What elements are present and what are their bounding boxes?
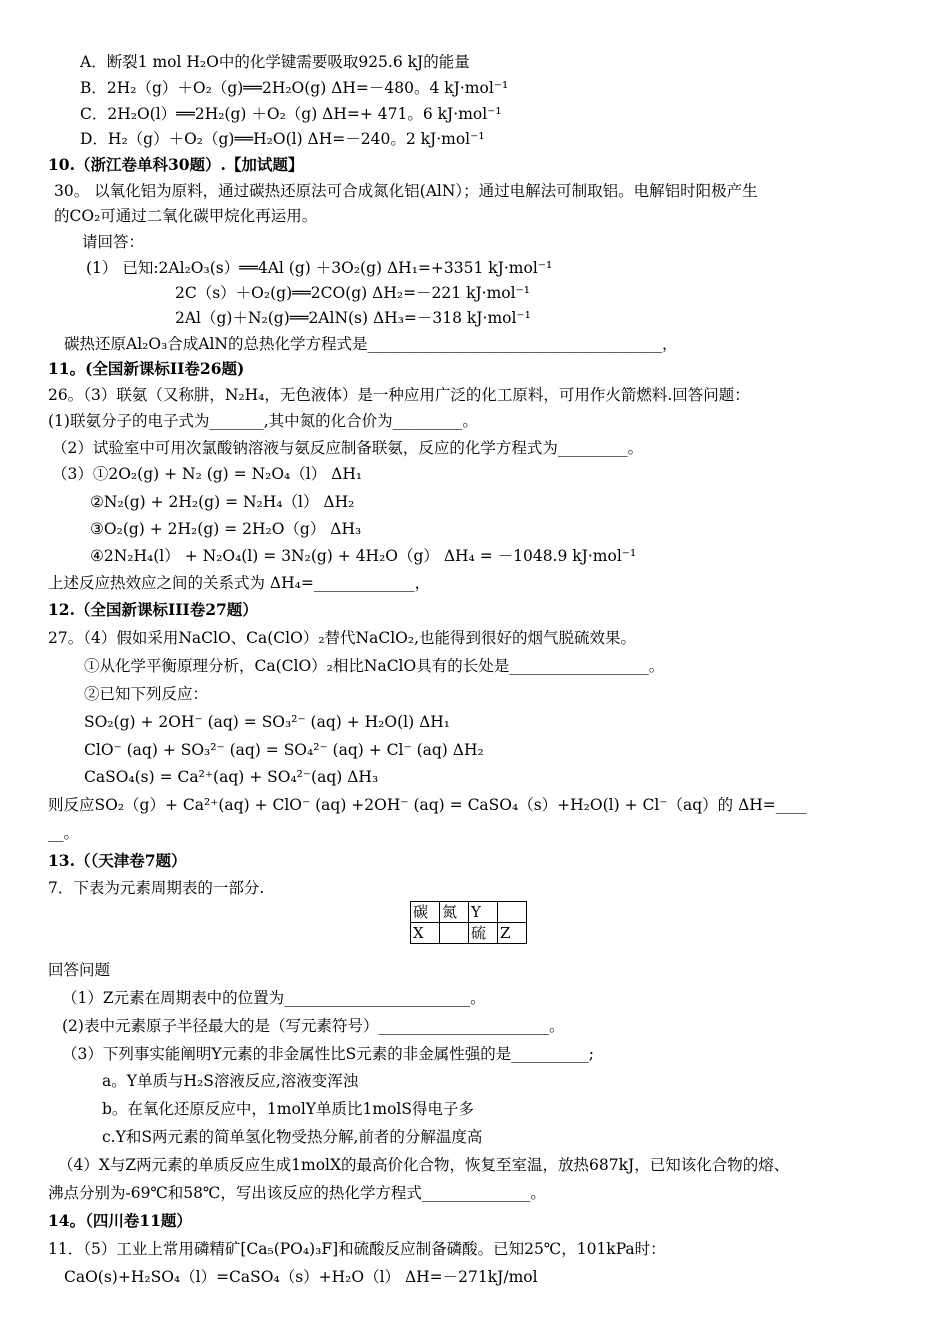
table-cell: X [411, 923, 440, 944]
text-line: D．H₂（g）＋O₂（g)══H₂O(l) ΔH=－240。2 kJ·mol⁻¹ [80, 130, 485, 148]
text-line: 碳热还原Al₂O₃合成AlN的总热化学方程式是______________________________________， [64, 335, 678, 353]
text-line: （3）①2O₂(g) + N₂ (g) = N₂O₄（l） ΔH₁ [52, 465, 363, 483]
table-cell: 氮 [440, 902, 469, 923]
text-line: （3）下列事实能阐明Y元素的非金属性比S元素的非金属性强的是__________; [62, 1045, 594, 1063]
section-heading: 13.（（天津卷7题） [48, 851, 187, 870]
text-line: (1） 已知:2Al₂O₃(s）══4Al (g) ＋3O₂(g) ΔH₁=+3351 kJ·mol⁻¹ [86, 259, 553, 277]
table-cell [498, 902, 527, 923]
table-cell [440, 923, 469, 944]
text-line: C．2H₂O(l）══2H₂(g) ＋O₂（g) ΔH=+ 471。6 kJ·mol⁻¹ [80, 105, 502, 123]
text-line: 30。 以氧化铝为原料，通过碳热还原法可合成氮化铝(AlN）；通过电解法可制取铝。电解铝时阳极产生 [54, 182, 758, 200]
section-heading: 11。(全国新课标II卷26题) [48, 359, 245, 378]
table-cell: 碳 [411, 902, 440, 923]
text-line: 26。（3）联氨（又称肼，N₂H₄，无色液体）是一种应用广泛的化工原料，可用作火箭燃料.回答问题： [48, 386, 750, 404]
text-line: 沸点分别为-69℃和58℃，写出该反应的热化学方程式______________。 [48, 1184, 546, 1202]
text-line: ②N₂(g) + 2H₂(g) = N₂H₄（l） ΔH₂ [90, 493, 355, 511]
text-line: CaSO₄(s) = Ca²⁺(aq) + SO₄²⁻(aq) ΔH₃ [84, 768, 379, 786]
text-line: CaO(s)+H₂SO₄（l）=CaSO₄（s）+H₂O（l） ΔH=－271kJ/mol [64, 1268, 538, 1286]
table-cell: Y [469, 902, 498, 923]
text-line: a。Y单质与H₂S溶液反应,溶液变浑浊 [102, 1072, 359, 1090]
text-line: 27。（4）假如采用NaClO、Ca(ClO）₂替代NaClO₂,也能得到很好的烟气脱硫效果。 [48, 629, 637, 647]
text-line: ②已知下列反应： [84, 685, 209, 703]
text-line: c.Y和S两元素的简单氢化物受热分解,前者的分解温度高 [102, 1128, 483, 1146]
text-line: 7．下表为元素周期表的一部分. [48, 879, 265, 897]
text-line: （2）试验室中可用次氯酸钠溶液与氨反应制备联氨，反应的化学方程式为_________。 [52, 439, 644, 457]
periodic-table-fragment [410, 901, 527, 944]
table-row [411, 902, 527, 923]
text-line: (1)联氨分子的电子式为_______,其中氮的化合价为_________。 [48, 412, 478, 430]
text-line: ClO⁻ (aq) + SO₃²⁻ (aq) = SO₄²⁻ (aq) + Cl⁻ (aq) ΔH₂ [84, 741, 484, 759]
text-line: (2)表中元素原子半径最大的是（写元素符号）______________________。 [62, 1017, 565, 1035]
text-line: 则反应SO₂（g）+ Ca²⁺(aq) + ClO⁻ (aq) +2OH⁻ (aq) = CaSO₄（s）+H₂O(l) + Cl⁻（aq）的 ΔH=____ [48, 796, 807, 814]
section-heading: 12.（全国新课标III卷27题） [48, 600, 258, 619]
table-row [411, 923, 527, 944]
text-line: （1）Z元素在周期表中的位置为________________________。 [62, 989, 486, 1007]
text-line: 11．（5）工业上常用磷精矿[Ca₅(PO₄)₃F]和硫酸反应制备磷酸。已知25℃，101kPa时： [48, 1240, 666, 1258]
text-line: A．断裂1 mol H₂O中的化学键需要吸取925.6 kJ的能量 [80, 53, 470, 71]
text-line: ③O₂(g) + 2H₂(g) = 2H₂O（g） ΔH₃ [90, 520, 362, 538]
text-line: B．2H₂（g）＋O₂（g)══2H₂O(g) ΔH=－480。4 kJ·mol⁻¹ [80, 79, 509, 97]
text-line: 请回答： [82, 233, 145, 251]
section-heading: 10.（浙江卷单科30题）.【加试题】 [48, 155, 304, 174]
text-line: __。 [48, 824, 80, 842]
table-cell: 硫 [469, 923, 498, 944]
text-line: 回答问题 [48, 961, 111, 979]
text-line: ①从化学平衡原理分析，Ca(ClO）₂相比NaClO具有的长处是__________________。 [84, 657, 665, 675]
text-line: 的CO₂可通过二氧化碳甲烷化再运用。 [54, 207, 318, 225]
text-line: 2Al（g)＋N₂(g)══2AlN(s) ΔH₃=－318 kJ·mol⁻¹ [175, 309, 531, 327]
text-line: SO₂(g) + 2OH⁻ (aq) = SO₃²⁻ (aq) + H₂O(l) ΔH₁ [84, 713, 450, 731]
text-line: （4）X与Z两元素的单质反应生成1molX的最高价化合物，恢复至室温，放热687kJ，已知该化合物的熔、 [58, 1156, 790, 1174]
section-heading: 14。（四川卷11题） [48, 1211, 192, 1230]
text-line: 2C（s）＋O₂(g)══2CO(g) ΔH₂=－221 kJ·mol⁻¹ [175, 284, 530, 302]
text-line: ④2N₂H₄(l） + N₂O₄(l) = 3N₂(g) + 4H₂O（g） ΔH₄ = －1048.9 kJ·mol⁻¹ [90, 547, 637, 565]
table-cell: Z [498, 923, 527, 944]
text-line: b。在氧化还原反应中，1molY单质比1molS得电子多 [102, 1100, 474, 1118]
text-line: 上述反应热效应之间的关系式为 ΔH₄=_____________， [48, 574, 431, 592]
